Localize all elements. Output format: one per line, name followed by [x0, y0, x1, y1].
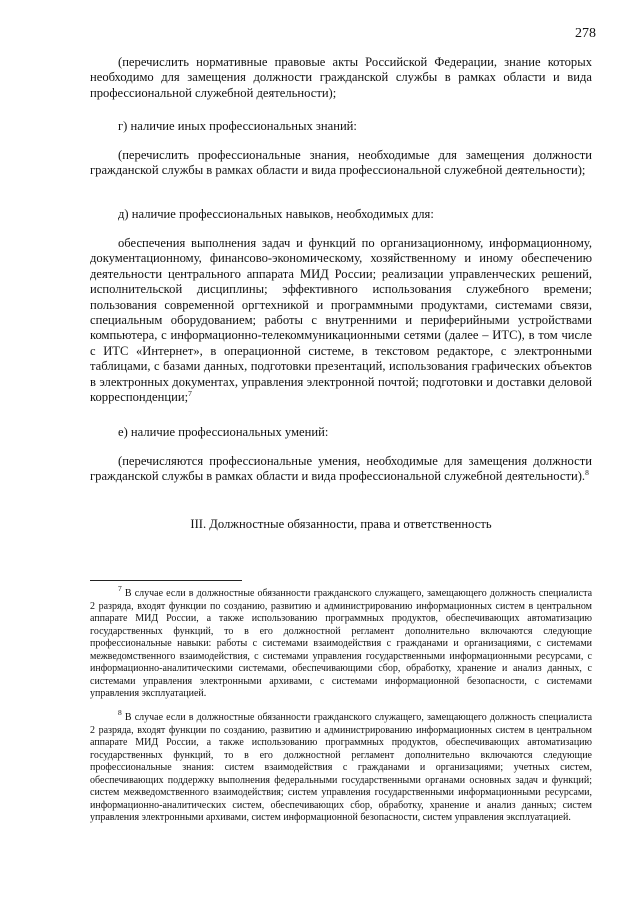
paragraph-abilities-list: [90, 454, 592, 485]
footnote-ref-8[interactable]: 8: [585, 468, 589, 478]
footnote-7: [90, 584, 593, 701]
footnote-mark-8: 8: [118, 708, 122, 717]
paragraph-legal-acts: (перечислить нормативные правовые акты Российской Федерации, знание которых необходимо для замещения должности гражданской службы в рамках области и вида профессиональной служебной деятельности);: [90, 55, 592, 100]
footnote-ref-7[interactable]: 7: [188, 389, 192, 399]
paragraph-item-e: е) наличие профессиональных умений:: [118, 425, 329, 439]
footnote-8: [90, 708, 593, 825]
paragraph-knowledge-list: (перечислить профессиональные знания, необходимые для замещения должности гражданской службы в рамках области и вида профессиональной служебной деятельности);: [90, 148, 592, 178]
footnote-mark-7: 7: [118, 584, 122, 593]
paragraph-item-d: д) наличие профессиональных навыков, необходимых для:: [118, 207, 434, 221]
paragraph-abilities-text: (перечисляются профессиональные умения, необходимые для замещения должности гражданской службы в рамках области и вида профессиональной служебной деятельности).: [90, 454, 592, 484]
footnote-7-text: В случае если в должностные обязанности гражданского служащего, замещающего должность специалиста 2 разряда, входят функции по созданию, развитию и администрированию информационных систем в центральном аппарате МИД России, а также использованию программных продуктов, обеспечивающих автоматизацию государственных функций, то в его должностной регламент дополнительно включаются следующие профессиональные навыки: работы с системами взаимодействия с гражданами и организациями, с системами межведомственного взаимодействия, с системами управления государственными информационными ресурсами, с информационно-аналитическими системами, обеспечивающими сбор, обработку, хранение и анализ данных, с системами управления электронными архивами, с системами информационной безопасности, с системами управления эксплуатацией.: [90, 588, 593, 700]
paragraph-item-g: г) наличие иных профессиональных знаний:: [118, 119, 357, 133]
page-number: 278: [575, 26, 596, 41]
footnote-8-text: В случае если в должностные обязанности гражданского служащего, замещающего должность специалиста 2 разряда, входят функции по созданию, развитию и администрированию информационных систем в центральном аппарате МИД России, а также использованию программных продуктов, обеспечивающих автоматизацию государственных функций, то в его должностной регламент дополнительно включаются следующие профессиональные знания: систем взаимодействия с гражданами и организациями; учетных систем, обеспечивающих поддержку выполнения федеральными государственными органами основных задач и функций; систем межведомственного взаимодействия; систем управления государственными информационными ресурсами, информационно-аналитических систем, обеспечивающих сбор, обработку, хранение и анализ данных; систем управления электронными архивами, систем информационной безопасности, систем управления эксплуатацией.: [90, 712, 593, 824]
footnote-separator: [90, 580, 242, 581]
section-heading: III. Должностные обязанности, права и ответственность: [190, 517, 492, 531]
paragraph-skills-list: [90, 236, 592, 405]
paragraph-skills-text: обеспечения выполнения задач и функций по организационному, информационному, документационному, финансово-экономическому, хозяйственному и иному обеспечению деятельности центрального аппарата МИД России; реализации управленческих решений, исполнительской дисциплины; эффективного использования служебного времени; пользования современной оргтехникой и программными продуктами, системами связи, специальным оборудованием; работы с внутренними и периферийными устройствами компьютера, с информационно-телекоммуникационными сетями (далее – ИТС), в том числе с ИТС «Интернет», в операционной системе, в текстовом редакторе, с электронными таблицами, с базами данных, подготовки презентаций, использования графических объектов в электронных документах, управления электронной почтой; подготовки и доставки деловой корреспонденции;: [90, 236, 592, 405]
